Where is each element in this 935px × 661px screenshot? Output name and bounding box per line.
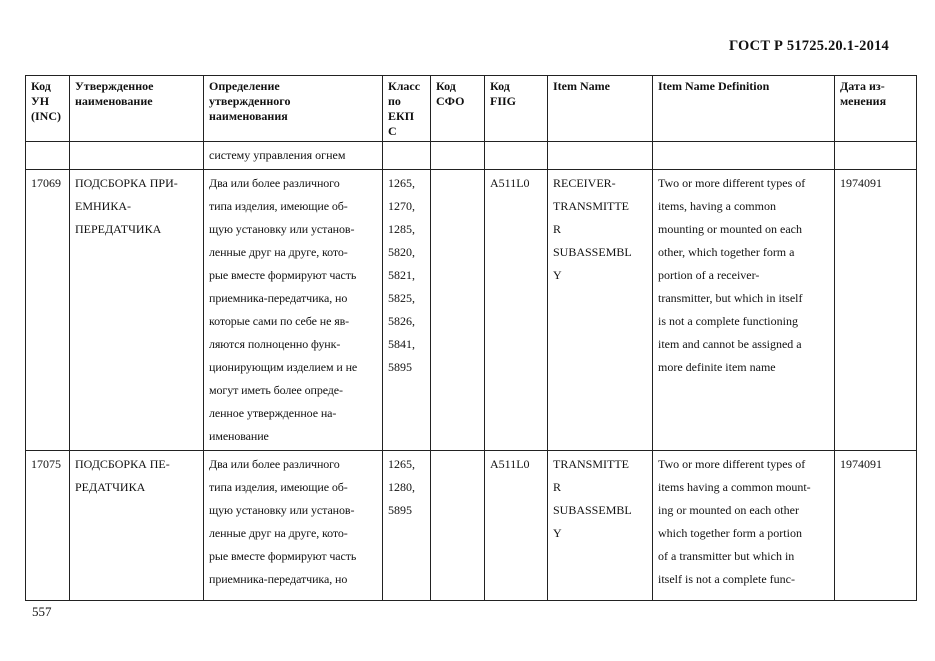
fsc-class-line: 5895 [388, 360, 412, 374]
fsc-class-line: 1270, [388, 199, 415, 213]
inc-code: 17069 [26, 170, 70, 451]
approved-definition-line: щую установку или установ- [209, 503, 355, 517]
item-name-line: RECEIVER- [553, 176, 616, 190]
item-name-definition-line: which together form a portion [658, 526, 802, 540]
column-header [835, 76, 917, 142]
item-name-definition-line: Two or more different types of [658, 176, 806, 190]
column-header-line: менения [840, 94, 887, 108]
column-header [26, 76, 70, 142]
column-header-line: Утвержденное [75, 79, 154, 93]
item-name-line: R [553, 480, 562, 494]
approved-definition-line: ционирующим изделием и не [209, 360, 358, 374]
change-date: 1974091 [835, 170, 917, 451]
fsc-class-line: 1285, [388, 222, 415, 236]
fiig-code: A511L0 [485, 451, 548, 601]
item-name-definition-line: mounting or mounted on each [658, 222, 802, 236]
item-name-line: Y [553, 268, 562, 282]
column-header-line: Определение [209, 79, 280, 93]
column-header-line: Код [31, 79, 51, 93]
item-name-definition [653, 451, 835, 601]
approved-definition [204, 170, 383, 451]
column-header-line: наименование [75, 94, 153, 108]
column-header-line: по [388, 94, 401, 108]
item-name-definition [653, 170, 835, 451]
column-header-line: С [388, 124, 397, 138]
item-name-table [25, 75, 917, 601]
fsc-class [383, 451, 431, 601]
item-name-line: TRANSMITTE [553, 457, 629, 471]
approved-definition-line: приемника-передатчика, но [209, 291, 348, 305]
item-name-line: SUBASSEMBL [553, 503, 632, 517]
item-name-definition-line: more definite item name [658, 360, 776, 374]
column-header-line: утвержденного [209, 94, 291, 108]
column-header-line: Item Name [553, 79, 610, 93]
approved-definition-line: типа изделия, имеющие об- [209, 480, 348, 494]
approved-definition-line: Два или более различного [209, 176, 340, 190]
approved-definition-line: которые сами по себе не яв- [209, 314, 350, 328]
page-number: 557 [32, 604, 52, 619]
column-header [204, 76, 383, 142]
column-header-line: наименования [209, 109, 288, 123]
column-header-line: Код [490, 79, 510, 93]
approved-name-line: ПОДСБОРКА ПЕ- [75, 457, 170, 471]
table-row [26, 451, 917, 601]
table-header-row [26, 76, 917, 142]
item-name-definition-line: item and cannot be assigned a [658, 337, 802, 351]
sfo-code [431, 170, 485, 451]
item-name-definition-line: of a transmitter but which in [658, 549, 795, 563]
cell [835, 142, 917, 170]
cell [383, 142, 431, 170]
approved-definition-line: рые вместе формируют часть [209, 268, 357, 282]
approved-definition-line: ленные друг на друге, кото- [209, 245, 348, 259]
column-header-line: УН [31, 94, 50, 108]
approved-definition-line: приемника-передатчика, но [209, 572, 348, 586]
column-header-line: (INC) [31, 109, 61, 123]
item-name-definition-line: portion of a receiver- [658, 268, 760, 282]
cell [485, 142, 548, 170]
item-name-definition-line: items having a common mount- [658, 480, 811, 494]
fsc-class-line: 5821, [388, 268, 415, 282]
document-id: ГОСТ Р 51725.20.1-2014 [728, 38, 889, 54]
item-name-definition-line: transmitter, but which in itself [658, 291, 803, 305]
approved-definition-line: ленное утвержденное на- [209, 406, 337, 420]
fsc-class-line: 5841, [388, 337, 415, 351]
fiig-code: A511L0 [485, 170, 548, 451]
cell [653, 142, 835, 170]
column-header-line: Код [436, 79, 456, 93]
fsc-class-line: 1280, [388, 480, 415, 494]
approved-name-line: РЕДАТЧИКА [75, 480, 146, 494]
column-header [383, 76, 431, 142]
fsc-class-line: 5826, [388, 314, 415, 328]
continuation-text: систему управления огнем [204, 142, 383, 170]
approved-name-line: ЕМНИКА- [75, 199, 131, 213]
item-name-definition-line: itself is not a complete func- [658, 572, 795, 586]
column-header-line: Item Name Definition [658, 79, 770, 93]
approved-definition-line: щую установку или установ- [209, 222, 355, 236]
sfo-code [431, 451, 485, 601]
cell [70, 142, 204, 170]
column-header-line: Дата из- [840, 79, 885, 93]
item-name-definition-line: Two or more different types of [658, 457, 806, 471]
item-name-definition-line: other, which together form a [658, 245, 795, 259]
column-header-line: FIIG [490, 94, 517, 108]
column-header [485, 76, 548, 142]
item-name-line: SUBASSEMBL [553, 245, 632, 259]
item-name [548, 451, 653, 601]
approved-name-line: ПЕРЕДАТЧИКА [75, 222, 162, 236]
approved-definition-line: именование [209, 429, 269, 443]
item-name-definition-line: ing or mounted on each other [658, 503, 799, 517]
approved-definition-line: ляются полноценно функ- [209, 337, 341, 351]
column-header [548, 76, 653, 142]
fsc-class-line: 1265, [388, 457, 415, 471]
fsc-class-line: 5820, [388, 245, 415, 259]
item-name-definition-line: is not a complete functioning [658, 314, 798, 328]
approved-definition-line: рые вместе формируют часть [209, 549, 357, 563]
item-name-line: R [553, 222, 562, 236]
approved-definition-line: ленные друг на друге, кото- [209, 526, 348, 540]
column-header [70, 76, 204, 142]
column-header [431, 76, 485, 142]
fsc-class-line: 5825, [388, 291, 415, 305]
cell [26, 142, 70, 170]
item-name-definition-line: items, having a common [658, 199, 776, 213]
item-name [548, 170, 653, 451]
fsc-class-line: 5895 [388, 503, 412, 517]
item-name-line: TRANSMITTE [553, 199, 629, 213]
column-header-line: Класс [388, 79, 421, 93]
column-header-line: СФО [436, 94, 465, 108]
approved-name-line: ПОДСБОРКА ПРИ- [75, 176, 178, 190]
continuation-row [26, 142, 917, 170]
fsc-class [383, 170, 431, 451]
column-header [653, 76, 835, 142]
table-row [26, 170, 917, 451]
approved-definition [204, 451, 383, 601]
item-name-line: Y [553, 526, 562, 540]
cell [548, 142, 653, 170]
approved-name [70, 451, 204, 601]
approved-definition-line: Два или более различного [209, 457, 340, 471]
cell [431, 142, 485, 170]
change-date: 1974091 [835, 451, 917, 601]
column-header-line: ЕКП [388, 109, 415, 123]
approved-definition-line: типа изделия, имеющие об- [209, 199, 348, 213]
approved-name [70, 170, 204, 451]
inc-code: 17075 [26, 451, 70, 601]
approved-definition-line: могут иметь более опреде- [209, 383, 343, 397]
fsc-class-line: 1265, [388, 176, 415, 190]
